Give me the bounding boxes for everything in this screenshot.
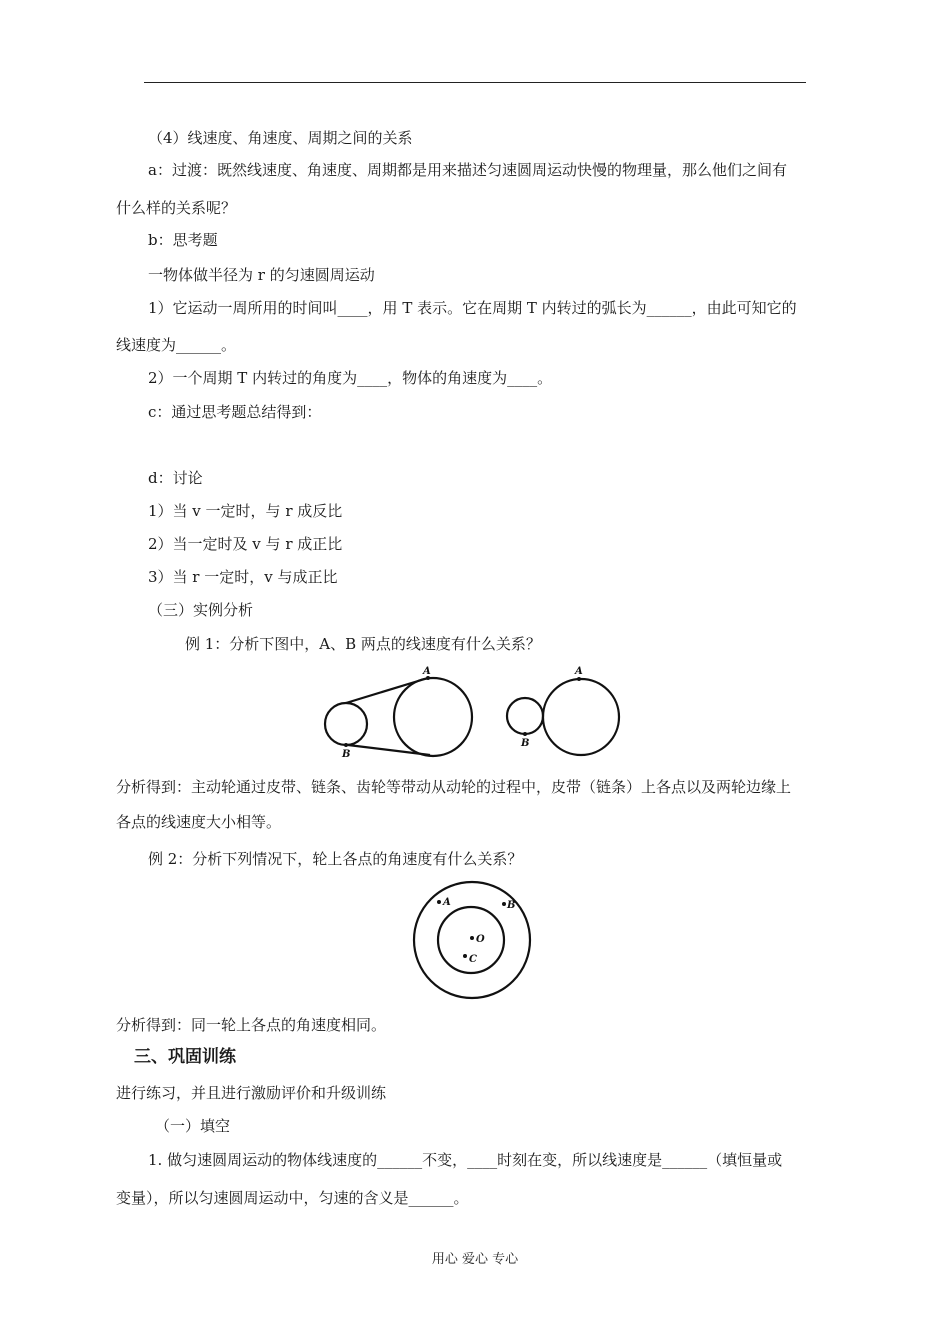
text-line: （三）实例分析 [148, 601, 254, 619]
text-line: 什么样的关系呢？ [116, 199, 237, 217]
text-line: （4）线速度、角速度、周期之间的关系 [148, 129, 413, 147]
text-line: 线速度为______。 [116, 336, 237, 354]
point-label: B [507, 900, 516, 911]
small-gear [507, 698, 543, 734]
small-pulley [325, 703, 367, 745]
text-line: 2）当一定时及 v 与 r 成正比 [148, 535, 343, 553]
point-label: A [443, 897, 451, 908]
page-footer: 用心 爱心 专心 [431, 1252, 519, 1267]
text-line: 2）一个周期 T 内转过的角度为____，物体的角速度为____。 [148, 369, 553, 387]
point-label: A [423, 666, 431, 677]
text-line: 一物体做半径为 r 的匀速圆周运动 [148, 266, 375, 284]
point-label: A [575, 666, 583, 677]
text-line: 各点的线速度大小相等。 [116, 813, 282, 831]
belt-bottom [348, 745, 430, 755]
text-line: 3）当 r 一定时，v 与成正比 [148, 568, 338, 586]
point-label: B [521, 738, 530, 749]
point-label: C [469, 954, 477, 965]
large-pulley [394, 678, 472, 756]
belt-top [346, 678, 428, 703]
text-line: 1）当 v 一定时，与 r 成反比 [148, 502, 343, 520]
text-line: 例 1：分析下图中，A、B 两点的线速度有什么关系？ [185, 635, 541, 653]
header-rule [144, 82, 806, 83]
text-line: 分析得到：同一轮上各点的角速度相同。 [116, 1016, 387, 1034]
text-line: 例 2：分析下列情况下，轮上各点的角速度有什么关系？ [148, 850, 523, 868]
belt-and-gear-figure [318, 662, 628, 762]
text-line: a：过渡：既然线速度、角速度、周期都是用来描述匀速圆周运动快慢的物理量，那么他们之间有 [148, 161, 787, 179]
text-line: 分析得到：主动轮通过皮带、链条、齿轮等带动从动轮的过程中，皮带（链条）上各点以及两轮边缘上 [116, 778, 792, 796]
text-line: d：讨论 [148, 469, 203, 487]
section-heading: 三、巩固训练 [134, 1047, 236, 1067]
point-label: O [476, 934, 485, 945]
text-line: 1. 做匀速圆周运动的物体线速度的______不变，____时刻在变，所以线速度是______（填恒量或 [148, 1151, 783, 1169]
text-line: （一）填空 [155, 1117, 231, 1135]
text-line: b：思考题 [148, 231, 218, 249]
text-line: 变量），所以匀速圆周运动中，匀速的含义是______。 [116, 1189, 469, 1207]
text-line: 1）它运动一周所用的时间叫____，用 T 表示。它在周期 T 内转过的弧长为______，由此可知它的 [148, 299, 797, 317]
text-line: c：通过思考题总结得到： [148, 403, 322, 421]
text-line: 进行练习，并且进行激励评价和升级训练 [116, 1084, 387, 1102]
point-label: B [342, 749, 351, 760]
concentric-wheel-figure [408, 878, 536, 1002]
large-gear [543, 679, 619, 755]
